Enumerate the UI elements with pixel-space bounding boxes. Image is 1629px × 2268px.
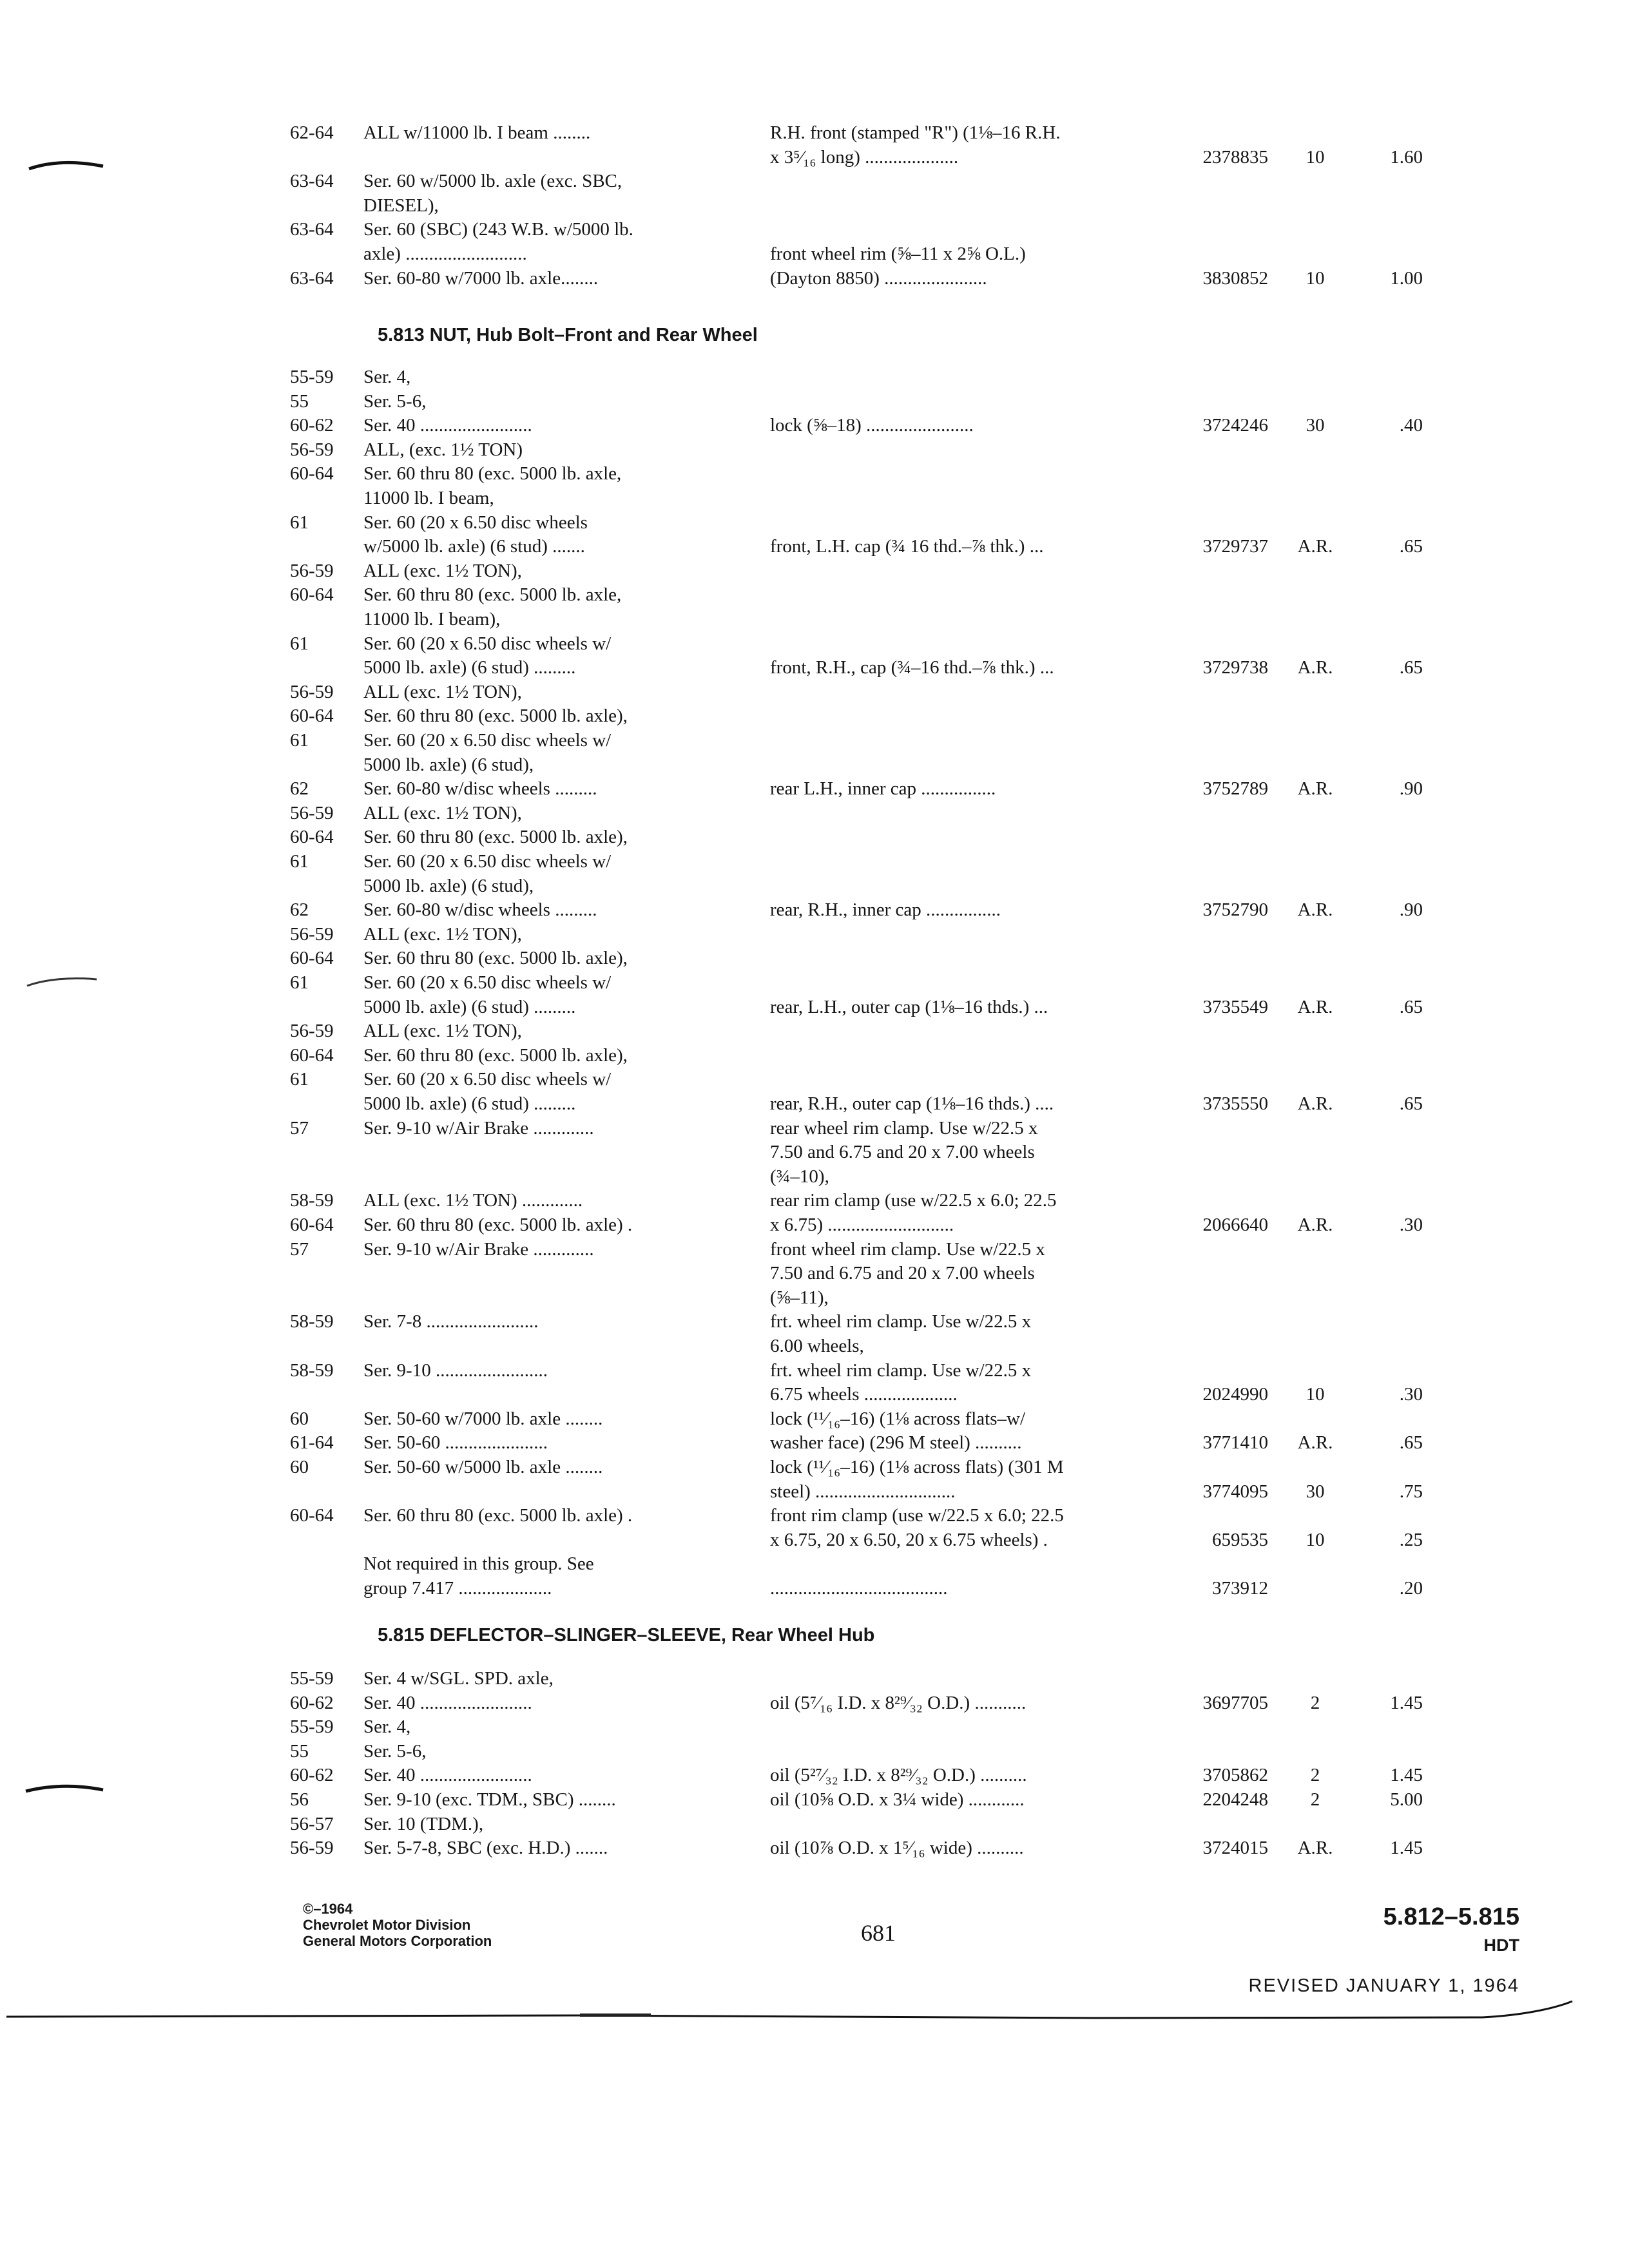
part-number: 2378835 (1202, 147, 1268, 168)
model-applicability: ALL w/11000 lb. I beam ........ (363, 122, 591, 143)
part-number: 3735549 (1202, 997, 1268, 1017)
list-price: .65 (1399, 536, 1423, 557)
model-applicability: Ser. 40 ........................ (363, 415, 532, 436)
part-description: x 6.75, 20 x 6.50, 20 x 6.75 wheels) . (770, 1530, 1048, 1550)
model-year: 60-64 (290, 827, 334, 847)
model-applicability: ALL (exc. 1½ TON), (363, 561, 522, 581)
model-applicability: Ser. 60 thru 80 (exc. 5000 lb. axle) . (363, 1215, 633, 1235)
section-range: 5.812–5.815 (1383, 1903, 1519, 1930)
model-applicability: Ser. 10 (TDM.), (363, 1814, 484, 1834)
model-year: 61 (290, 730, 309, 751)
model-applicability: Ser. 40 ........................ (363, 1765, 532, 1785)
model-year: 61 (290, 512, 309, 533)
quantity: A.R. (1297, 1093, 1333, 1114)
model-applicability: 11000 lb. I beam, (363, 488, 494, 508)
part-description: front, R.H., cap (¾–16 thd.–⅞ thk.) ... (770, 657, 1054, 678)
model-applicability: ALL (exc. 1½ TON) ............. (363, 1190, 583, 1211)
model-applicability: Ser. 7-8 ........................ (363, 1311, 539, 1332)
quantity: 30 (1306, 415, 1325, 436)
model-applicability: Ser. 5-6, (363, 1741, 427, 1762)
part-description: 7.50 and 6.75 and 20 x 7.00 wheels (770, 1263, 1035, 1283)
model-applicability: Ser. 60 w/5000 lb. axle (exc. SBC, (363, 171, 622, 191)
model-year: 56-59 (290, 1838, 334, 1858)
model-applicability: Ser. 60 thru 80 (exc. 5000 lb. axle), (363, 706, 628, 726)
list-price: .65 (1399, 1432, 1423, 1453)
model-applicability: Ser. 9-10 w/Air Brake ............. (363, 1118, 594, 1139)
model-year: 56-57 (290, 1814, 334, 1834)
model-year: 56-59 (290, 924, 334, 945)
part-number: 2204248 (1202, 1789, 1268, 1810)
model-applicability: Ser. 60 (20 x 6.50 disc wheels w/ (363, 851, 612, 872)
model-year: 61 (290, 1069, 309, 1090)
model-applicability: Ser. 50-60 ...................... (363, 1432, 548, 1453)
model-applicability: Ser. 60 (20 x 6.50 disc wheels w/ (363, 633, 612, 654)
company-line-1: Chevrolet Motor Division (303, 1917, 471, 1933)
part-number: 659535 (1212, 1530, 1268, 1550)
model-year: 57 (290, 1239, 309, 1260)
page-edge-line (6, 2001, 1572, 2018)
model-applicability: ALL (exc. 1½ TON), (363, 1021, 522, 1041)
part-description: lock (¹¹⁄₁₆–16) (1⅛ across flats–w/ (770, 1408, 1026, 1429)
quantity: 2 (1310, 1765, 1320, 1785)
part-number: 373912 (1212, 1578, 1268, 1599)
part-description: (⅝–11), (770, 1287, 829, 1308)
part-description: oil (5²⁷⁄₃₂ I.D. x 8²⁹⁄₃₂ O.D.) .......... (770, 1765, 1027, 1785)
model-year: 56-59 (290, 1021, 334, 1041)
part-description: rear wheel rim clamp. Use w/22.5 x (770, 1118, 1038, 1139)
model-applicability: Ser. 5-7-8, SBC (exc. H.D.) ....... (363, 1838, 608, 1858)
part-number: 3774095 (1202, 1481, 1268, 1502)
model-year: 60-64 (290, 1045, 334, 1066)
model-year: 60-62 (290, 415, 334, 436)
punch-hole-mark-top (29, 162, 103, 169)
model-applicability: Ser. 9-10 w/Air Brake ............. (363, 1239, 594, 1260)
quantity: A.R. (1297, 657, 1333, 678)
part-number: 3752789 (1202, 778, 1268, 799)
model-applicability: Ser. 60 thru 80 (exc. 5000 lb. axle) . (363, 1505, 633, 1526)
model-applicability: Not required in this group. See (363, 1553, 594, 1574)
model-year: 60-64 (290, 463, 334, 484)
part-number: 2066640 (1202, 1215, 1268, 1235)
model-year: 61 (290, 972, 309, 993)
quantity: 10 (1306, 268, 1325, 289)
model-year: 63-64 (290, 171, 334, 191)
part-number: 3830852 (1202, 268, 1268, 289)
model-applicability: group 7.417 .................... (363, 1578, 552, 1599)
section-header: 5.813 NUT, Hub Bolt–Front and Rear Wheel (378, 325, 758, 345)
model-year: 60-62 (290, 1765, 334, 1785)
model-applicability: DIESEL), (363, 195, 439, 216)
part-number: 3729737 (1202, 536, 1268, 557)
model-year: 60-64 (290, 706, 334, 726)
part-description: (Dayton 8850) ...................... (770, 268, 987, 289)
model-applicability: 5000 lb. axle) (6 stud) ......... (363, 1093, 576, 1114)
part-description: front, L.H. cap (¾ 16 thd.–⅞ thk.) ... (770, 536, 1044, 557)
quantity: 10 (1306, 147, 1325, 168)
list-price: .30 (1399, 1215, 1423, 1235)
model-year: 63-64 (290, 268, 334, 289)
punch-hole-mark-bottom (26, 1786, 103, 1791)
model-year: 62 (290, 899, 309, 920)
part-description: oil (10⅞ O.D. x 1⁵⁄₁₆ wide) .......... (770, 1838, 1024, 1858)
list-price: .30 (1399, 1384, 1423, 1405)
model-applicability: ALL (exc. 1½ TON), (363, 682, 522, 702)
model-applicability: Ser. 60 thru 80 (exc. 5000 lb. axle), (363, 827, 628, 847)
model-applicability: Ser. 60-80 w/7000 lb. axle........ (363, 268, 599, 289)
model-applicability: ALL, (exc. 1½ TON) (363, 439, 523, 460)
model-applicability: 5000 lb. axle) (6 stud), (363, 754, 534, 775)
part-description: rear, L.H., outer cap (1⅛–16 thds.) ... (770, 997, 1048, 1017)
part-description: x 6.75) ........................... (770, 1215, 954, 1235)
model-applicability: Ser. 60 thru 80 (exc. 5000 lb. axle, (363, 584, 622, 605)
part-description: frt. wheel rim clamp. Use w/22.5 x (770, 1360, 1032, 1381)
part-number: 2024990 (1202, 1384, 1268, 1405)
part-description: oil (5⁷⁄₁₆ I.D. x 8²⁹⁄₃₂ O.D.) ........... (770, 1693, 1027, 1713)
model-year: 60-64 (290, 584, 334, 605)
quantity: A.R. (1297, 899, 1333, 920)
model-applicability: Ser. 50-60 w/5000 lb. axle ........ (363, 1457, 603, 1477)
quantity: A.R. (1297, 778, 1333, 799)
section-code: HDT (1483, 1936, 1519, 1955)
part-description: front wheel rim clamp. Use w/22.5 x (770, 1239, 1045, 1260)
part-description: lock (⅝–18) ....................... (770, 415, 974, 436)
smudge-mark (580, 2013, 651, 2017)
list-price: 5.00 (1390, 1789, 1423, 1810)
part-description: 7.50 and 6.75 and 20 x 7.00 wheels (770, 1142, 1035, 1162)
list-price: .65 (1399, 657, 1423, 678)
part-description: washer face) (296 M steel) .......... (770, 1432, 1022, 1453)
model-year: 60-64 (290, 948, 334, 968)
page-number: 681 (861, 1920, 896, 1946)
model-year: 61-64 (290, 1432, 334, 1453)
model-applicability: Ser. 60 (20 x 6.50 disc wheels (363, 512, 588, 533)
model-year: 55-59 (290, 1716, 334, 1737)
company-line-2: General Motors Corporation (303, 1933, 492, 1949)
model-year: 61 (290, 633, 309, 654)
model-year: 58-59 (290, 1360, 334, 1381)
model-applicability: Ser. 4, (363, 367, 411, 387)
part-description: rear rim clamp (use w/22.5 x 6.0; 22.5 (770, 1190, 1057, 1211)
part-number: 3735550 (1202, 1093, 1268, 1114)
quantity: 10 (1306, 1384, 1325, 1405)
model-year: 55-59 (290, 1668, 334, 1689)
model-applicability: Ser. 60 (20 x 6.50 disc wheels w/ (363, 730, 612, 751)
part-number: 3705862 (1202, 1765, 1268, 1785)
quantity: 30 (1306, 1481, 1325, 1502)
list-price: 1.45 (1390, 1693, 1423, 1713)
quantity: A.R. (1297, 1432, 1333, 1453)
model-applicability: Ser. 9-10 ........................ (363, 1360, 548, 1381)
model-applicability: Ser. 60 (20 x 6.50 disc wheels w/ (363, 972, 612, 993)
part-description: ...................................... (770, 1578, 948, 1599)
model-year: 56-59 (290, 803, 334, 823)
quantity: A.R. (1297, 536, 1333, 557)
punch-hole-mark-middle (27, 978, 97, 986)
model-year: 55 (290, 1741, 309, 1762)
quantity: 2 (1310, 1789, 1320, 1810)
list-price: 1.00 (1390, 268, 1423, 289)
model-applicability: Ser. 5-6, (363, 391, 427, 412)
model-applicability: 11000 lb. I beam), (363, 609, 501, 629)
model-year: 58-59 (290, 1311, 334, 1332)
model-year: 57 (290, 1118, 309, 1139)
quantity: A.R. (1297, 1838, 1333, 1858)
part-description: front wheel rim (⅝–11 x 2⅝ O.L.) (770, 244, 1026, 264)
model-applicability: Ser. 4, (363, 1716, 411, 1737)
model-applicability: Ser. 50-60 w/7000 lb. axle ........ (363, 1408, 603, 1429)
model-applicability: Ser. 60 thru 80 (exc. 5000 lb. axle, (363, 463, 622, 484)
model-year: 56-59 (290, 439, 334, 460)
list-price: 1.60 (1390, 147, 1423, 168)
model-applicability: ALL (exc. 1½ TON), (363, 803, 522, 823)
list-price: .65 (1399, 997, 1423, 1017)
model-applicability: Ser. 40 ........................ (363, 1693, 532, 1713)
part-description: R.H. front (stamped "R") (1⅛–16 R.H. (770, 122, 1061, 143)
quantity: 2 (1310, 1693, 1320, 1713)
model-applicability: w/5000 lb. axle) (6 stud) ....... (363, 536, 585, 557)
part-description: rear, R.H., inner cap ................ (770, 899, 1001, 920)
model-year: 60-64 (290, 1505, 334, 1526)
list-price: .40 (1399, 415, 1423, 436)
list-price: .25 (1399, 1530, 1423, 1550)
part-number: 3771410 (1202, 1432, 1268, 1453)
model-applicability: 5000 lb. axle) (6 stud), (363, 876, 534, 896)
part-description: (¾–10), (770, 1166, 829, 1187)
model-year: 61 (290, 851, 309, 872)
part-number: 3724015 (1202, 1838, 1268, 1858)
quantity: 10 (1306, 1530, 1325, 1550)
quantity: A.R. (1297, 1215, 1333, 1235)
part-description: steel) .............................. (770, 1481, 956, 1502)
model-year: 62-64 (290, 122, 334, 143)
model-year: 56 (290, 1789, 309, 1810)
copyright: ©–1964 (303, 1901, 353, 1917)
part-description: frt. wheel rim clamp. Use w/22.5 x (770, 1311, 1032, 1332)
model-year: 56-59 (290, 682, 334, 702)
list-price: .75 (1399, 1481, 1423, 1502)
list-price: 1.45 (1390, 1838, 1423, 1858)
list-price: 1.45 (1390, 1765, 1423, 1785)
section-header: 5.815 DEFLECTOR–SLINGER–SLEEVE, Rear Wheel Hub (378, 1625, 875, 1646)
model-applicability: Ser. 60 (20 x 6.50 disc wheels w/ (363, 1069, 612, 1090)
list-price: .90 (1399, 899, 1423, 920)
model-year: 58-59 (290, 1190, 334, 1211)
model-applicability: Ser. 9-10 (exc. TDM., SBC) ........ (363, 1789, 616, 1810)
model-applicability: Ser. 60-80 w/disc wheels ......... (363, 899, 597, 920)
part-number: 3752790 (1202, 899, 1268, 920)
model-applicability: Ser. 60 (SBC) (243 W.B. w/5000 lb. (363, 219, 633, 240)
model-applicability: Ser. 60 thru 80 (exc. 5000 lb. axle), (363, 948, 628, 968)
model-year: 56-59 (290, 561, 334, 581)
list-price: .20 (1399, 1578, 1423, 1599)
part-description: x 3⁵⁄₁₆ long) .................... (770, 147, 959, 168)
model-applicability: 5000 lb. axle) (6 stud) ......... (363, 657, 576, 678)
part-description: oil (10⅝ O.D. x 3¼ wide) ............ (770, 1789, 1025, 1810)
part-number: 3729738 (1202, 657, 1268, 678)
model-year: 55-59 (290, 367, 334, 387)
model-year: 60-64 (290, 1215, 334, 1235)
model-applicability: 5000 lb. axle) (6 stud) ......... (363, 997, 576, 1017)
part-description: rear L.H., inner cap ................ (770, 778, 996, 799)
model-year: 60-62 (290, 1693, 334, 1713)
model-applicability: axle) .......................... (363, 244, 527, 264)
model-year: 60 (290, 1457, 309, 1477)
model-applicability: ALL (exc. 1½ TON), (363, 924, 522, 945)
list-price: .65 (1399, 1093, 1423, 1114)
part-description: 6.00 wheels, (770, 1336, 864, 1356)
revised-date: REVISED JANUARY 1, 1964 (1248, 1975, 1519, 1996)
model-year: 60 (290, 1408, 309, 1429)
model-year: 62 (290, 778, 309, 799)
model-applicability: Ser. 60 thru 80 (exc. 5000 lb. axle), (363, 1045, 628, 1066)
part-description: lock (¹¹⁄₁₆–16) (1⅛ across flats) (301 M (770, 1457, 1064, 1477)
part-number: 3724246 (1202, 415, 1268, 436)
list-price: .90 (1399, 778, 1423, 799)
part-description: front rim clamp (use w/22.5 x 6.0; 22.5 (770, 1505, 1064, 1526)
model-year: 63-64 (290, 219, 334, 240)
quantity: A.R. (1297, 997, 1333, 1017)
part-description: 6.75 wheels .................... (770, 1384, 958, 1405)
model-applicability: Ser. 4 w/SGL. SPD. axle, (363, 1668, 554, 1689)
model-applicability: Ser. 60-80 w/disc wheels ......... (363, 778, 597, 799)
part-description: rear, R.H., outer cap (1⅛–16 thds.) .... (770, 1093, 1054, 1114)
part-number: 3697705 (1202, 1693, 1268, 1713)
model-year: 55 (290, 391, 309, 412)
